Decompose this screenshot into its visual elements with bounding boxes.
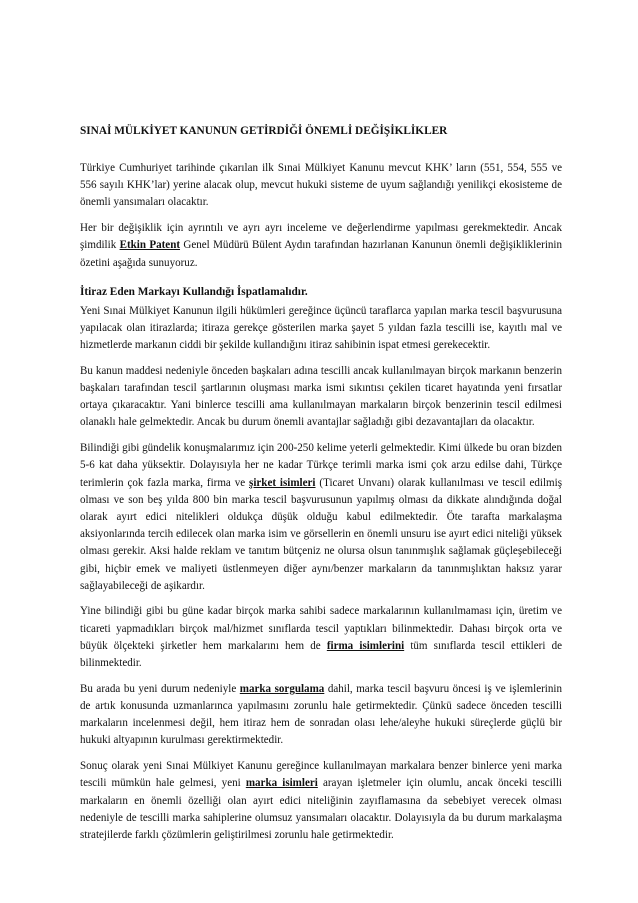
paragraph-text: Sonuç olarak yeni Sınai Mülkiyet Kanunu gereğince kullanılmayan markalara benzer binlerce yeni marka tescili mümkün hale gelmesi, yeni: [80, 760, 562, 790]
link-marka-sorgulama[interactable]: marka sorgulama: [239, 682, 325, 695]
paragraph-text: dahil, marka tescil başvuru öncesi iş ve işlemlerinin de artık konusunda uzmanlarınca yapılmasını zorunlu hale getirmektedir. Çünkü sadece önceden tescilli markaların incelenmesi değil, hem itiraz hem de sonradan olası lehe/aleyhe hukuki süreçlerde güçlü bir hukuki altyapının kurulması gerektirmektedir.: [80, 682, 562, 747]
paragraph-text: Bu arada bu yeni durum nedeniyle: [80, 682, 240, 695]
paragraph-text: Bilindiği gibi gündelik konuşmalarımız için 200-250 kelime yeterli gelmektedir. Kimi ülkede bu oran bizden 5-6 kat daha yüksektir. Dolayısıyla her ne kadar Türkçe terimli marka ismi çok arzu edilse dahi, Türkçe terimlerin çok fazla marka, firma ve: [80, 442, 562, 489]
paragraph-registrations: [80, 603, 562, 672]
page-title: SINAİ MÜLKİYET KANUNUN GETİRDİĞİ ÖNEMLİ DEĞİŞİKLİKLER: [80, 125, 448, 137]
paragraph-text: Genel Müdürü Bülent Aydın tarafından hazırlanan Kanunun önemli değişikliklerinin özetini aşağıda sunuyoruz.: [80, 239, 562, 269]
paragraph-intro: Türkiye Cumhuriyet tarihinde çıkarılan ilk Sınai Mülkiyet Kanunu mevcut KHK’ ların (551, 554, 555 ve 556 sayılı KHK’lar) yerine alacak olup, mevcut hukuki sisteme de uyum sağlandığı yenilikçi ekosisteme de önemli yansımaları olacaktır.: [80, 162, 562, 209]
link-sirket-isimleri[interactable]: şirket isimleri: [249, 476, 316, 489]
paragraph-text: arayan işletmeler için olumlu, ancak önceki tescilli markaların en önemli özelliği olan ayırt edici niteliğinin zayıflamasına da sebebiyet verecek olması nedeniyle de tescilli marka sahiplerine olumsuz yansımaları olacaktır. Dolayısıyla da bu durum markalaşma stratejilerde farklı çözümlerin geliştirilmesi zorunlu hale getirmektedir.: [80, 777, 562, 841]
paragraph-text: Her bir değişiklik için ayrıntılı ve ayrı ayrı inceleme ve değerlendirme yapılması gerekmektedir. Ancak şimdilik: [80, 222, 562, 252]
paragraph-text: tüm sınıflarda tescil ettikleri de bilinmektedir.: [80, 639, 562, 670]
section-heading: İtiraz Eden Markayı Kullandığı İspatlamalıdır.: [80, 285, 308, 298]
paragraph-distinctiveness: [80, 440, 562, 595]
paragraph-conclusion: [80, 758, 562, 844]
paragraph-text: (Ticaret Unvanı) olarak kullanılması ve tescil edilmiş olması ve son beş yılda 800 bin marka tescil başvurusunun yapılmış olması da dikkate alındığında doğal olarak ayırt edici nitelikleri oldukça düşük olduğu kabul edilmektedir. Öte tarafta markalaşma aksiyonlarında tercih edilecek olan marka isim ve görsellerin en önemli unsuru ise ayırt edici niteliği yüksek olması gerekir. Aksi halde reklam ve tanıtım bütçeniz ne olursa olsun tanınmışlık sağlamak güçleşebileceği gibi, hiçbir emek ve maliyeti üstlenmeyen diğer aynı/benzer markaların da tanınmışlıktan haksız yarar sağlayabileceği de aşikardır.: [80, 476, 563, 592]
paragraph-summary: [80, 220, 562, 272]
link-etkin-patent[interactable]: Etkin Patent: [119, 239, 181, 252]
document-body: [80, 124, 562, 853]
link-marka-isimleri[interactable]: marka isimleri: [245, 777, 318, 790]
paragraph-opportunities: Bu kanun maddesi nedeniyle önceden başkaları adına tescilli ancak kullanılmayan birçok markanın benzerin başkaları tarafından tescil şartlarının oluşması marka ismi sıkıntısı çekilen ticaret hayatında yeni fırsatlar ortaya çıkaracaktır. Yani binlerce tescilli ama kullanılmayan markaların birçok benzerinin tescil edilmesi olanaklı hale gelmektedir. Ancak bu durum önemli avantajlar sağladığı gibi dezavantajları da olacaktır.: [80, 364, 562, 429]
link-firma-isimlerini[interactable]: firma isimlerini: [326, 639, 405, 652]
paragraph-text: Yine bilindiği gibi bu güne kadar birçok marka sahibi sadece markalarının kullanılmaması için, üretim ve ticareti yapmadıkları birçok mal/hizmet sınıflarda tescil yaptıkları bilinmektedir. Dahası birçok orta ve büyük ölçekteki şirketler hem markalarını hem de: [80, 605, 562, 652]
paragraph-search: [80, 681, 562, 750]
paragraph-objection: Yeni Sınai Mülkiyet Kanunun ilgili hükümleri gereğince üçüncü taraflarca yapılan marka tescil başvurusuna yapılacak olan itirazlarda; itiraza gerekçe gösterilen marka şayet 5 yıldan fazla tescilli ise, kayıtlı mal ve hizmetlerde markanın ciddi bir şekilde kullandığını itiraz sahibinin ispat etmesi gerekecektir.: [80, 304, 562, 352]
